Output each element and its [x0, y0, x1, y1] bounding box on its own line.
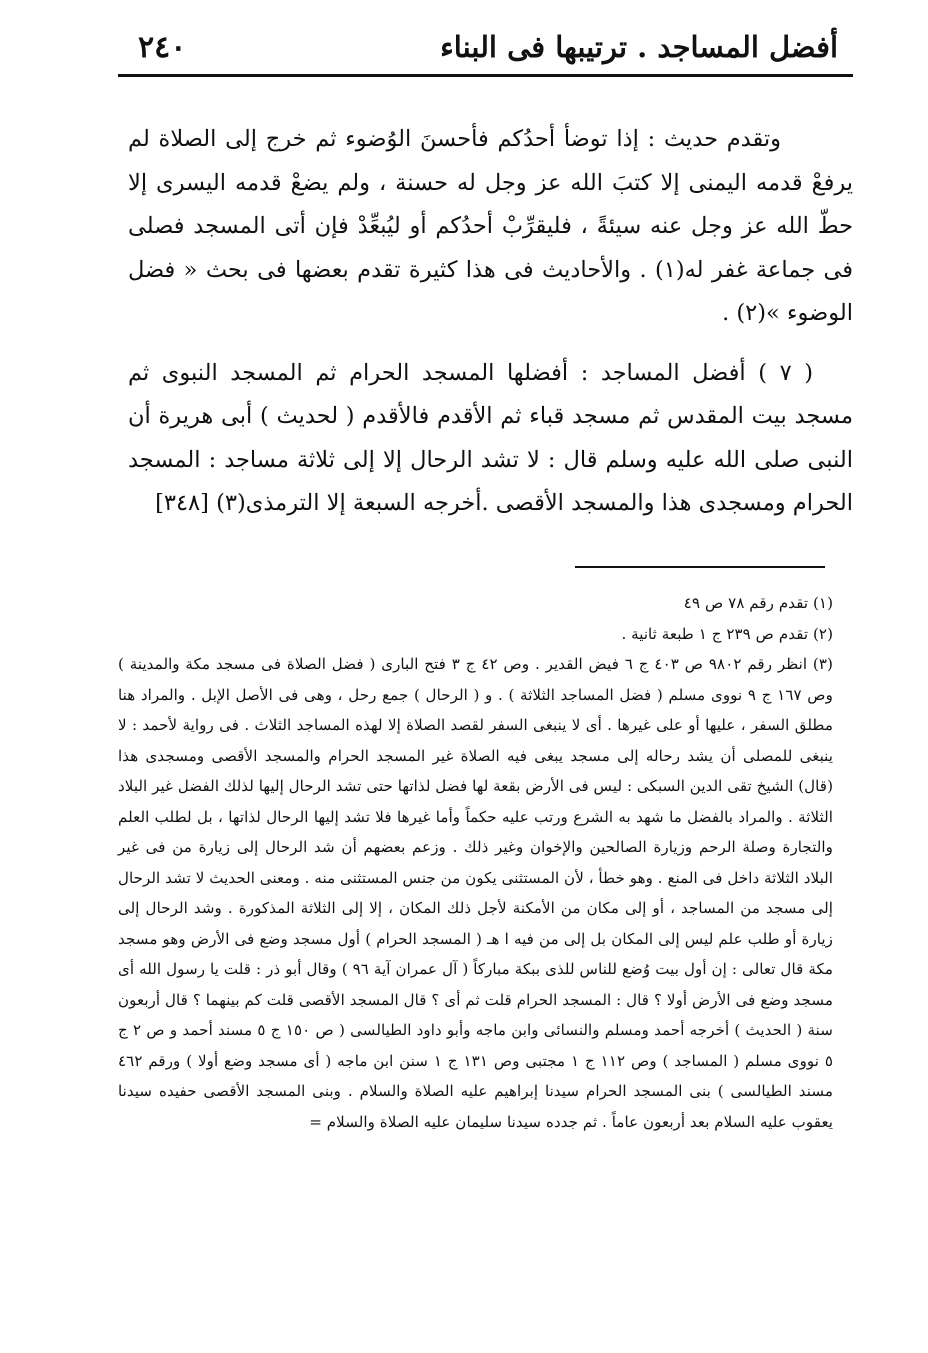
page-header [138, 22, 838, 72]
page-number: ٢٤٠ [138, 29, 187, 65]
footnote-1: (١) تقدم رقم ٧٨ ص ٤٩ [683, 594, 833, 612]
footnotes [118, 588, 833, 1137]
footnote-2: (٢) تقدم ص ٢٣٩ ج ١ طبعة ثانية . [621, 624, 833, 643]
footnote-rule [575, 566, 825, 568]
running-title: أفضل المساجد . ترتيبها فى البناء [440, 30, 838, 64]
paragraph-best-mosques: ( ٧ ) أفضل المساجد : أفضلها المسجد الحرام ثم المسجد النبوى ثم مسجد بيت المقدس ثم مسجد قباء ثم الأقدم فالأقدم ( لحديث ) أبى هريرة أن النبى صلى الله عليه وسلم قال : لا تشد الرحال إلا إلى ثلاثة مساجد : المسجد الحرام ومسجدى هذا والمسجد الأقصى .أخرجه السبعة إلا الترمذى(٣) [٣٤٨] [128, 359, 853, 516]
paragraph-wudu-hadith: وتقدم حديث : إذا توضأ أحدُكم فأحسنَ الوُضوء ثم خرج إلى الصلاة لم يرفعْ قدمه اليمنى إلا كتبَ الله عز وجل له حسنة ، ولم يضعْ قدمه اليسرى إلا حطّ الله عز وجل عنه سيئةً ، فليقرِّبْ أحدُكم أو ليُبعِّدْ فإن أتى المسجد فصلى فى جماعة غفر له(١) . والأحاديث فى هذا كثيرة تقدم بعضها فى بحث « فضل الوضوء »(٢) . [128, 126, 853, 326]
header-rule [118, 74, 853, 77]
main-text [128, 118, 853, 526]
footnote-3: (٣) انظر رقم ٩٨٠٢ ص ٤٠٣ ج ٦ فيض القدير . وص ٤٢ ج ٣ فتح البارى ( فضل الصلاة فى مسجد مكة والمدينة ) وص ١٦٧ ج ٩ نووى مسلم ( فضل المساجد الثلاثة ) . و ( الرحال ) جمع رحل ، وهى فى الأصل الإبل . والمراد هنا مطلق السفر ، عليها أو على غيرها . أى لا ينبغى السفر لقصد الصلاة إلا لهذه المساجد الثلاث . فى رواية لأحمد : لا ينبغى للمصلى أن يشد رحاله إلى مسجد يبغى فيه الصلاة غير المسجد الحرام والمسجد الأقصى ومسجدى هذا (قال) الشيخ تقى الدين السبكى : ليس فى الأرض بقعة لها فضل لذاتها حتى تشد الرحال إليها لذلك الفضل غير البلاد الثلاثة . والمراد بالفضل ما شهد به الشرع ورتب عليه حكماً وأما غيرها فلا تشد إليها الرحال لذاتها ، بل لطلب العلم والتجارة وصلة الرحم وزيارة الصالحين والإخوان وغير ذلك . وزعم بعضهم أن شد الرحال إلى زيارة من فى غير البلاد الثلاثة داخل فى المنع . وهو خطأ ، لأن المستثنى يكون من جنس المستثنى منه . ومعنى الحديث لا تشد الرحال إلى مسجد من المساجد ، أو إلى مكان من الأمكنة لأجل ذلك المكان ، إلا إلى الثلاثة المذكورة . وشد الرحال إلى زيارة أو طلب علم ليس إلى المكان بل إلى من فيه ا هـ ( المسجد الحرام ) أول مسجد وضع فى الأرض وهو مسجد مكة قال تعالى : إن أول بيت وُضع للناس للذى ببكة مباركاً ( آل عمران آية ٩٦ ) وقال أبو ذر : قلت يا رسول الله أى مسجد وضع فى الأرض أولا ؟ قال : المسجد الحرام قلت ثم أى ؟ قال المسجد الأقصى قلت كم بينهما ؟ قال أربعون سنة ( الحديث ) أخرجه أحمد ومسلم والنسائى وابن ماجه وأبو داود الطيالسى ( ص ١٥٠ ج ٥ مسند أحمد و ص ٢ ج ٥ نووى مسلم ( المساجد ) وص ١١٢ ج ١ مجتبى وص ١٣١ ج ١ سنن ابن ماجه ( أى مسجد وضع أولا ) ورقم ٤٦٢ مسند الطيالسى ) بنى المسجد الحرام سيدنا إبراهيم عليه الصلاة والسلام . وبنى المسجد الأقصى حفيده سيدنا يعقوب عليه السلام بعد أربعون عاماً . ثم جدده سيدنا سليمان عليه الصلاة والسلام = [118, 655, 833, 1131]
